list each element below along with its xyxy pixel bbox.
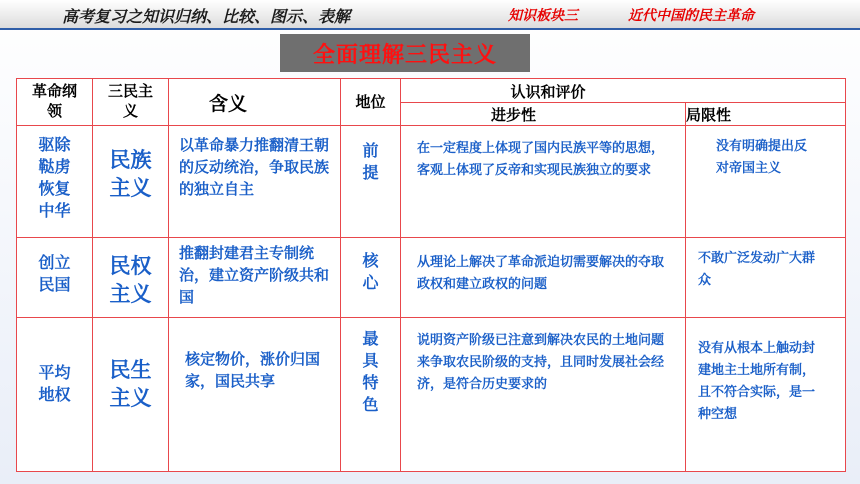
- cell-program: 创立民国: [17, 238, 93, 318]
- cell-principle: 民生主义: [93, 318, 169, 472]
- slide-title: 全面理解三民主义: [280, 34, 530, 72]
- cell-meaning: 以革命暴力推翻清王朝的反动统治，争取民族的独立自主: [169, 126, 341, 238]
- table-row: [17, 318, 846, 472]
- cell-meaning: 推翻封建君主专制统治，建立资产阶级共和国: [169, 238, 341, 318]
- cell-limitation: 不敢广泛发动广大群众: [686, 238, 846, 318]
- banner-topic-text: 近代中国的民主革命: [628, 8, 754, 24]
- header-principle: 三民主义: [93, 79, 169, 126]
- table-row: [17, 126, 846, 238]
- cell-limitation: 没有从根本上触动封建地主土地所有制，且不符合实际，是一种空想: [686, 318, 846, 472]
- header-row: [17, 79, 846, 103]
- cell-limitation: 没有明确提出反对帝国主义: [686, 126, 846, 238]
- cell-principle: 民权主义: [93, 238, 169, 318]
- header-position: 地位: [341, 79, 401, 126]
- cell-meaning: 核定物价，涨价归国家，国民共享: [169, 318, 341, 472]
- header-program: 革命纲领: [17, 79, 93, 126]
- header-evaluation: 认识和评价: [401, 79, 846, 103]
- cell-position: 核心: [341, 238, 401, 318]
- banner-left-text: 高考复习之知识归纳、比较、图示、表解: [62, 7, 351, 26]
- cell-principle: 民族主义: [93, 126, 169, 238]
- cell-program: 平均地权: [17, 318, 93, 472]
- header-progressive: 进步性: [401, 103, 686, 126]
- cell-progressive: 从理论上解决了革命派迫切需要解决的夺取政权和建立政权的问题: [401, 238, 686, 318]
- top-banner: [0, 0, 860, 30]
- three-principles-table: [16, 78, 846, 472]
- cell-progressive: 说明资产阶级已注意到解决农民的土地问题来争取农民阶级的支持，且同时发展社会经济，是符合历史要求的: [401, 318, 686, 472]
- table-row: [17, 238, 846, 318]
- banner-module-text: 知识板块三: [508, 8, 578, 24]
- cell-progressive: 在一定程度上体现了国内民族平等的思想，客观上体现了反帝和实现民族独立的要求: [401, 126, 686, 238]
- cell-position: 前提: [341, 126, 401, 238]
- header-limitation: 局限性: [686, 103, 846, 126]
- cell-position: 最具特色: [341, 318, 401, 472]
- header-meaning: 含义: [169, 79, 341, 126]
- cell-program: 驱除鞑虏恢复中华: [17, 126, 93, 238]
